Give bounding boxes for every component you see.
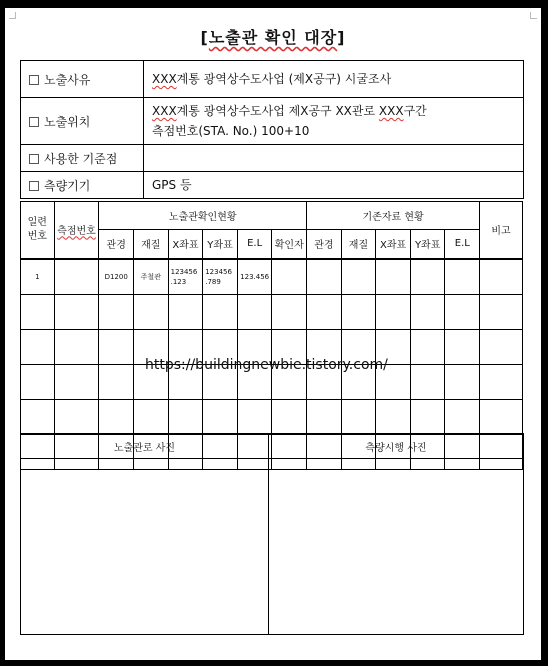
table-cell[interactable] <box>341 400 376 435</box>
table-cell[interactable] <box>168 295 203 330</box>
table-cell[interactable] <box>480 400 523 435</box>
photo-table <box>20 433 524 635</box>
table-cell[interactable] <box>203 295 238 330</box>
table-cell[interactable] <box>237 295 272 330</box>
checkbox[interactable] <box>29 181 39 191</box>
table-cell[interactable] <box>54 400 99 435</box>
instrument-label: 측량기기 <box>44 178 91 193</box>
table-cell[interactable] <box>445 365 480 400</box>
table-cell[interactable] <box>54 330 99 365</box>
table-row <box>21 295 523 330</box>
table-cell[interactable] <box>54 365 99 400</box>
document-page <box>5 8 541 660</box>
table-cell[interactable] <box>21 365 55 400</box>
table-cell[interactable] <box>54 295 99 330</box>
instrument-value[interactable]: GPS 등 <box>144 172 524 199</box>
table-cell[interactable] <box>21 330 55 365</box>
remarks-header: 비고 <box>480 202 523 259</box>
table-cell[interactable] <box>410 330 445 365</box>
exposed-group-header: 노출관확인현황 <box>99 202 307 230</box>
table-cell[interactable] <box>272 295 307 330</box>
info-table <box>20 60 524 199</box>
benchmark-label: 사용한 기준점 <box>44 151 118 166</box>
table-cell[interactable] <box>99 295 134 330</box>
sub-header: 확인자 <box>272 230 307 259</box>
serial-header: 일련 번호 <box>21 202 55 259</box>
table-cell[interactable] <box>99 365 134 400</box>
survey-photo-label: 측량시행 사진 <box>269 434 524 459</box>
page-corner-mark <box>9 12 16 19</box>
table-cell[interactable] <box>134 295 169 330</box>
table-cell[interactable] <box>168 400 203 435</box>
checkbox[interactable] <box>29 75 39 85</box>
sub-header: E.L <box>237 230 272 259</box>
info-row-reason <box>21 61 524 98</box>
table-row: 1 D1200 주철관 123456 .123 123456 .789 123.456 <box>21 259 523 295</box>
table-cell[interactable] <box>480 295 523 330</box>
table-cell[interactable] <box>376 400 411 435</box>
table-cell[interactable] <box>410 295 445 330</box>
info-row-instrument <box>21 172 524 199</box>
sub-header: X좌표 <box>168 230 203 259</box>
sub-header: 관경 <box>99 230 134 259</box>
survey-photo-area[interactable] <box>269 459 524 635</box>
table-cell[interactable] <box>480 330 523 365</box>
exposed-pipe-photo-label: 노출관로 사진 <box>21 434 269 459</box>
location-value[interactable]: XXX계통 광역상수도사업 제X공구 XX관로 XXX구간 측점번호(STA. No.) 100+10 <box>144 98 524 145</box>
reason-label: 노출사유 <box>44 72 91 87</box>
table-cell[interactable] <box>307 295 342 330</box>
table-cell[interactable] <box>237 400 272 435</box>
table-cell[interactable] <box>134 400 169 435</box>
location-label: 노출위치 <box>44 114 91 129</box>
watermark-url: https://buildingnewbie.tistory.com/ <box>145 357 388 373</box>
benchmark-value[interactable] <box>144 145 524 172</box>
checkbox[interactable] <box>29 154 39 164</box>
exposed-pipe-photo-area[interactable] <box>21 459 269 635</box>
grid-header-row <box>21 202 523 230</box>
document-title: [노출관 확인 대장] <box>200 28 346 47</box>
table-cell[interactable] <box>341 295 376 330</box>
table-row <box>21 400 523 435</box>
reason-value[interactable]: XXX계통 광역상수도사업 (제X공구) 시굴조사 <box>144 61 524 98</box>
exposure-grid <box>20 201 523 470</box>
table-cell[interactable] <box>21 295 55 330</box>
table-cell[interactable] <box>445 295 480 330</box>
table-cell[interactable] <box>21 400 55 435</box>
table-cell[interactable] <box>480 365 523 400</box>
sub-header: X좌표 <box>376 230 411 259</box>
sub-header: 재질 <box>134 230 169 259</box>
sub-header: Y좌표 <box>203 230 238 259</box>
reference-group-header: 기존자료 현황 <box>307 202 480 230</box>
table-cell[interactable] <box>376 295 411 330</box>
table-cell[interactable] <box>203 400 238 435</box>
table-cell[interactable] <box>307 400 342 435</box>
table-cell[interactable] <box>410 365 445 400</box>
checkbox[interactable] <box>29 117 39 127</box>
table-cell[interactable] <box>445 330 480 365</box>
info-row-location <box>21 98 524 145</box>
sub-header: Y좌표 <box>410 230 445 259</box>
sub-header: 관경 <box>307 230 342 259</box>
info-row-benchmark <box>21 145 524 172</box>
table-cell[interactable] <box>99 330 134 365</box>
page-corner-mark <box>530 12 537 19</box>
sub-header: 재질 <box>341 230 376 259</box>
table-cell[interactable] <box>445 400 480 435</box>
station-header: 측점번호 <box>54 202 99 259</box>
table-cell[interactable] <box>272 400 307 435</box>
table-cell[interactable] <box>410 400 445 435</box>
sub-header: E.L <box>445 230 480 259</box>
table-cell[interactable] <box>99 400 134 435</box>
